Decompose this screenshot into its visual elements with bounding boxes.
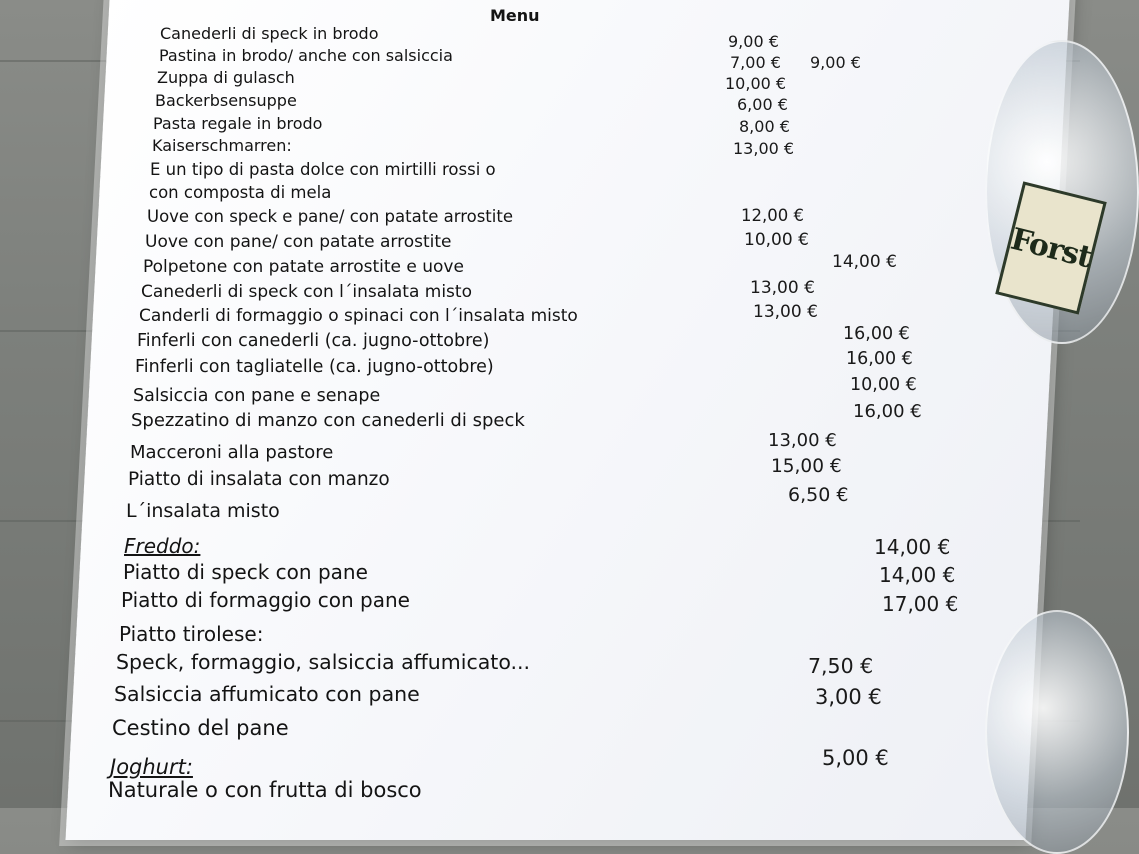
menu-item-name: Polpetone con patate arrostite e uove [143, 257, 464, 277]
joghurt-item-price: 5,00 € [822, 746, 889, 770]
menu-item-price: 13,00 € [733, 139, 795, 158]
menu-item-name: Kaiserschmarren: [152, 136, 292, 155]
freddo-item-name: Piatto di formaggio con pane [121, 588, 410, 612]
section-joghurt: Joghurt: [110, 755, 193, 779]
menu-item-name: Backerbsensuppe [155, 91, 297, 110]
freddo-item-name: Piatto tirolese: [119, 622, 264, 646]
menu-item-price: 10,00 € [744, 230, 809, 250]
menu-item-price: 8,00 € [739, 117, 790, 136]
section-freddo: Freddo: [124, 534, 201, 558]
freddo-item-price: 3,00 € [815, 685, 882, 709]
menu-item-name: Finferli con tagliatelle (ca. jugno-ottobre) [135, 357, 494, 377]
menu-item-price-alt: 16,00 € [853, 401, 922, 422]
menu-item-name: Salsiccia con pane e senape [133, 386, 381, 406]
freddo-item-price: 14,00 € [879, 563, 956, 587]
menu-item-price-alt: 16,00 € [843, 324, 910, 344]
menu-item-name: Macceroni alla pastore [130, 442, 334, 463]
menu-item-price: 6,00 € [737, 95, 788, 114]
menu-item-name: Spezzatino di manzo con canederli di speck [131, 410, 525, 431]
menu-item-price: 6,50 € [788, 484, 849, 506]
freddo-item-price: 17,00 € [882, 592, 959, 616]
glass-logo-label: Forst [995, 181, 1107, 314]
freddo-item-name: Piatto di speck con pane [123, 560, 368, 584]
menu-item-price: 10,00 € [725, 74, 787, 93]
menu-item-name: Canderli di formaggio o spinaci con l´insalata misto [139, 306, 578, 326]
freddo-item-name: Speck, formaggio, salsiccia affumicato... [116, 650, 531, 674]
menu-item-name: Uove con speck e pane/ con patate arrostite [147, 207, 513, 226]
menu-item-name: Canederli di speck con l´insalata misto [141, 282, 472, 302]
freddo-item-name: Salsiccia affumicato con pane [114, 682, 420, 706]
menu-item-name: Pasta regale in brodo [153, 114, 323, 133]
menu-item-name: L´insalata misto [126, 500, 280, 522]
menu-item-price-alt: 16,00 € [846, 349, 913, 369]
menu-item-name: Zuppa di gulasch [157, 68, 295, 87]
menu-item-price-alt: 10,00 € [850, 375, 917, 395]
menu-item-price: 13,00 € [768, 430, 837, 451]
freddo-item-price: 14,00 € [874, 535, 951, 559]
menu-item-name: con composta di mela [149, 183, 332, 202]
menu-item-name: Pastina in brodo/ anche con salsiccia [159, 46, 453, 65]
menu-item-name: Canederli di speck in brodo [160, 24, 379, 43]
menu-item-name: Uove con pane/ con patate arrostite [145, 232, 452, 252]
menu-item-price: 9,00 € [728, 32, 779, 51]
menu-item-name: Finferli con canederli (ca. jugno-ottobre) [137, 331, 490, 351]
menu-item-price-alt: 14,00 € [832, 252, 897, 272]
menu-item-price: 7,00 € [730, 53, 781, 72]
menu-item-name: E un tipo di pasta dolce con mirtilli rossi o [150, 160, 496, 179]
freddo-item-price: 7,50 € [808, 654, 874, 678]
freddo-item-name: Cestino del pane [112, 716, 289, 740]
menu-item-price-alt: 9,00 € [810, 53, 861, 72]
menu-title: Menu [490, 6, 540, 25]
menu-item-price: 12,00 € [741, 206, 804, 225]
menu-item-price: 13,00 € [753, 302, 818, 322]
joghurt-item-name: Naturale o con frutta di bosco [108, 778, 422, 802]
menu-item-price: 13,00 € [750, 278, 815, 298]
menu-item-price: 15,00 € [771, 456, 842, 477]
menu-item-name: Piatto di insalata con manzo [128, 469, 390, 490]
